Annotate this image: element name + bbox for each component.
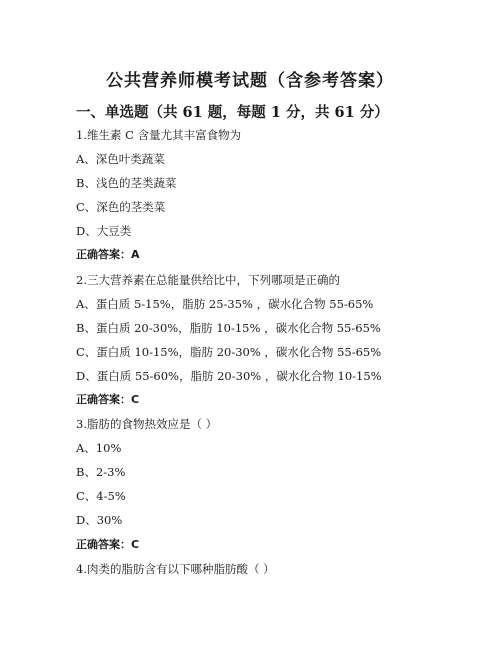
question-option: A、蛋白质 5-15%，脂肪 25-35% ，碳水化合物 55-65% (76, 297, 374, 311)
question-stem: 1.维生素 C 含量尤其丰富食物为 (76, 128, 242, 142)
question-option: B、蛋白质 20-30%，脂肪 10-15% ，碳水化合物 55-65% (76, 321, 381, 335)
question-option: C、蛋白质 10-15%，脂肪 20-30% ，碳水化合物 55-65% (76, 345, 382, 359)
section-heading: 一、单选题（共 61 题，每题 1 分，共 61 分） (76, 104, 389, 121)
correct-answer: 正确答案：A (76, 248, 140, 261)
question-option: B、浅色的茎类蔬菜 (76, 176, 177, 190)
question-option: D、大豆类 (76, 224, 132, 238)
question-option: C、深色的茎类菜 (76, 200, 166, 214)
correct-answer: 正确答案：C (76, 393, 140, 406)
question-option: D、蛋白质 55-60%，脂肪 20-30% ，碳水化合物 10-15% (76, 369, 382, 383)
question-option: C、4-5% (76, 489, 126, 503)
question-stem: 4.肉类的脂肪含有以下哪种脂肪酸（ ） (76, 562, 275, 576)
question-option: A、10% (76, 441, 122, 455)
correct-answer: 正确答案：C (76, 538, 140, 551)
question-option: B、2-3% (76, 465, 126, 479)
question-stem: 2.三大营养素在总能量供给比中，下列哪项是正确的 (76, 273, 340, 287)
question-stem: 3.脂肪的食物热效应是（ ） (76, 417, 218, 431)
question-option: A、深色叶类蔬菜 (76, 152, 165, 166)
question-option: D、30% (76, 513, 123, 527)
document-title: 公共营养师模考试题（含参考答案） (106, 71, 394, 91)
